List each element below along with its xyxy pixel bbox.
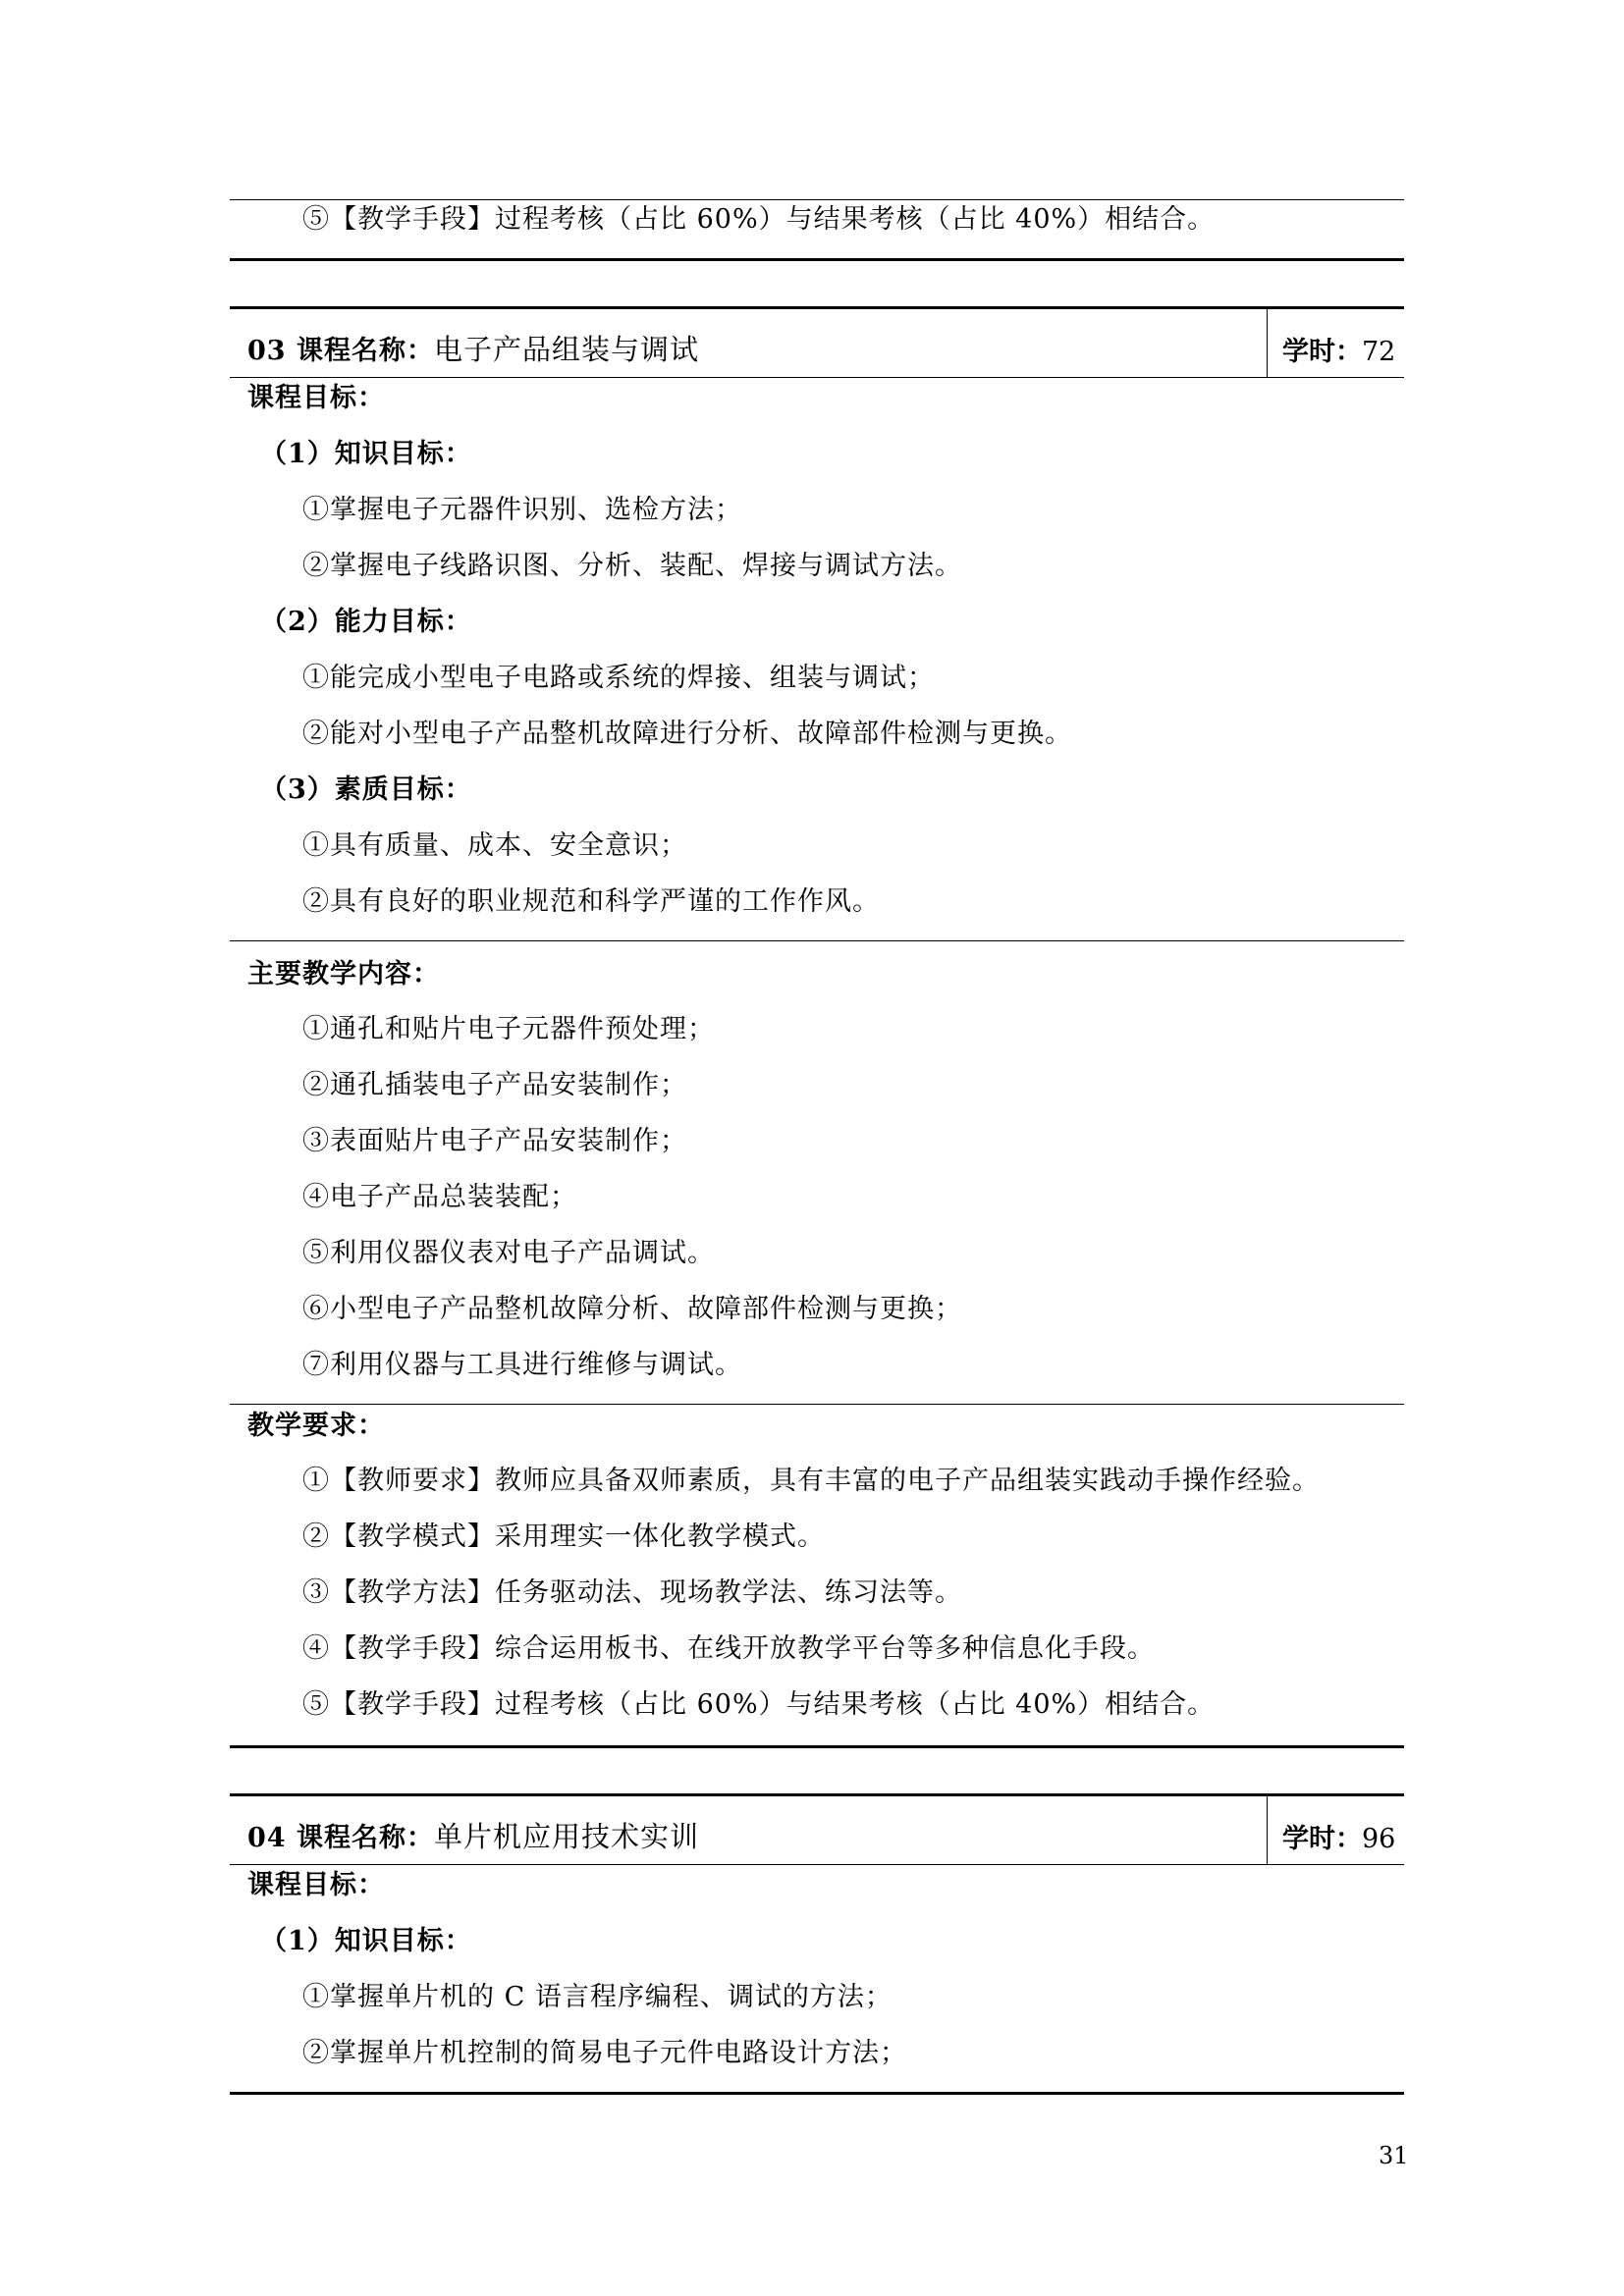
requirement-item: ④【教学手段】综合运用板书、在线开放教学平台等多种信息化手段。 [302,1633,1155,1664]
content-item: ②通孔插装电子产品安装制作； [302,1070,687,1100]
content-item: ⑦利用仪器与工具进行维修与调试。 [302,1350,742,1380]
hours-label: 学时： [1282,337,1362,367]
course-name: 单片机应用技术实训 [433,1820,699,1853]
quality-item: ②具有良好的职业规范和科学严谨的工作作风。 [302,886,880,917]
requirement-item: ⑤【教学手段】过程考核（占比 60%）与结果考核（占比 40%）相结合。 [302,1689,1216,1720]
requirement-item: ③【教学方法】任务驱动法、现场教学法、练习法等。 [302,1577,962,1608]
table-rule [230,377,1404,378]
hours-label: 学时： [1282,1824,1362,1854]
page-number: 31 [1379,2142,1409,2169]
content-item: ⑤利用仪器仪表对电子产品调试。 [302,1238,715,1268]
quality-heading: （3）素质目标： [260,774,472,805]
table-top-rule [230,306,1404,309]
table-rule [230,199,1404,200]
goals-heading: 课程目标： [247,383,385,413]
ability-item: ②能对小型电子产品整机故障进行分析、故障部件检测与更换。 [302,719,1072,749]
requirements-heading: 教学要求： [247,1411,385,1441]
table-rule [230,940,1404,941]
requirement-item: ②【教学模式】采用理实一体化教学模式。 [302,1522,825,1552]
knowledge-heading: （1）知识目标： [260,439,472,469]
quality-item: ①具有质量、成本、安全意识； [302,830,687,861]
knowledge-item: ②掌握电子线路识图、分析、装配、焊接与调试方法。 [302,551,962,581]
knowledge-item: ①掌握单片机的 C 语言程序编程、调试的方法； [302,1982,893,2012]
ability-heading: （2）能力目标： [260,607,472,637]
ability-item: ①能完成小型电子电路或系统的焊接、组装与调试； [302,663,935,693]
cell-divider [1267,1796,1268,1864]
course-number-label: 04 课程名称： [247,1823,434,1853]
table-bottom-rule [230,2092,1404,2095]
content-item: ④电子产品总装装配； [302,1182,577,1212]
knowledge-item: ①掌握电子元器件识别、选检方法； [302,495,742,525]
table-rule [230,1864,1404,1865]
goals-heading: 课程目标： [247,1870,385,1900]
course-name: 电子产品组装与调试 [433,333,699,366]
table-top-rule [230,1793,1404,1796]
course-title-row [247,1815,699,1855]
content-item: ⑥小型电子产品整机故障分析、故障部件检测与更换； [302,1294,962,1324]
hours-value: 96 [1362,1824,1396,1854]
table-bottom-rule [230,1745,1404,1748]
table-bottom-rule [230,258,1404,261]
assessment-item: ⑤【教学手段】过程考核（占比 60%）与结果考核（占比 40%）相结合。 [302,204,1216,235]
content-item: ①通孔和贴片电子元器件预处理； [302,1014,715,1044]
course-title-row [247,328,699,368]
knowledge-heading: （1）知识目标： [260,1926,472,1956]
course-number-label: 03 课程名称： [247,336,434,366]
hours-value: 72 [1362,337,1396,367]
content-heading: 主要教学内容： [247,959,440,989]
cell-divider [1267,309,1268,377]
knowledge-item: ②掌握单片机控制的简易电子元件电路设计方法； [302,2038,907,2068]
content-item: ③表面贴片电子产品安装制作； [302,1126,687,1156]
course-hours [1282,1817,1395,1855]
table-rule [230,1404,1404,1405]
course-hours [1282,330,1395,368]
requirement-item: ①【教师要求】教师应具备双师素质，具有丰富的电子产品组装实践动手操作经验。 [302,1466,1320,1496]
